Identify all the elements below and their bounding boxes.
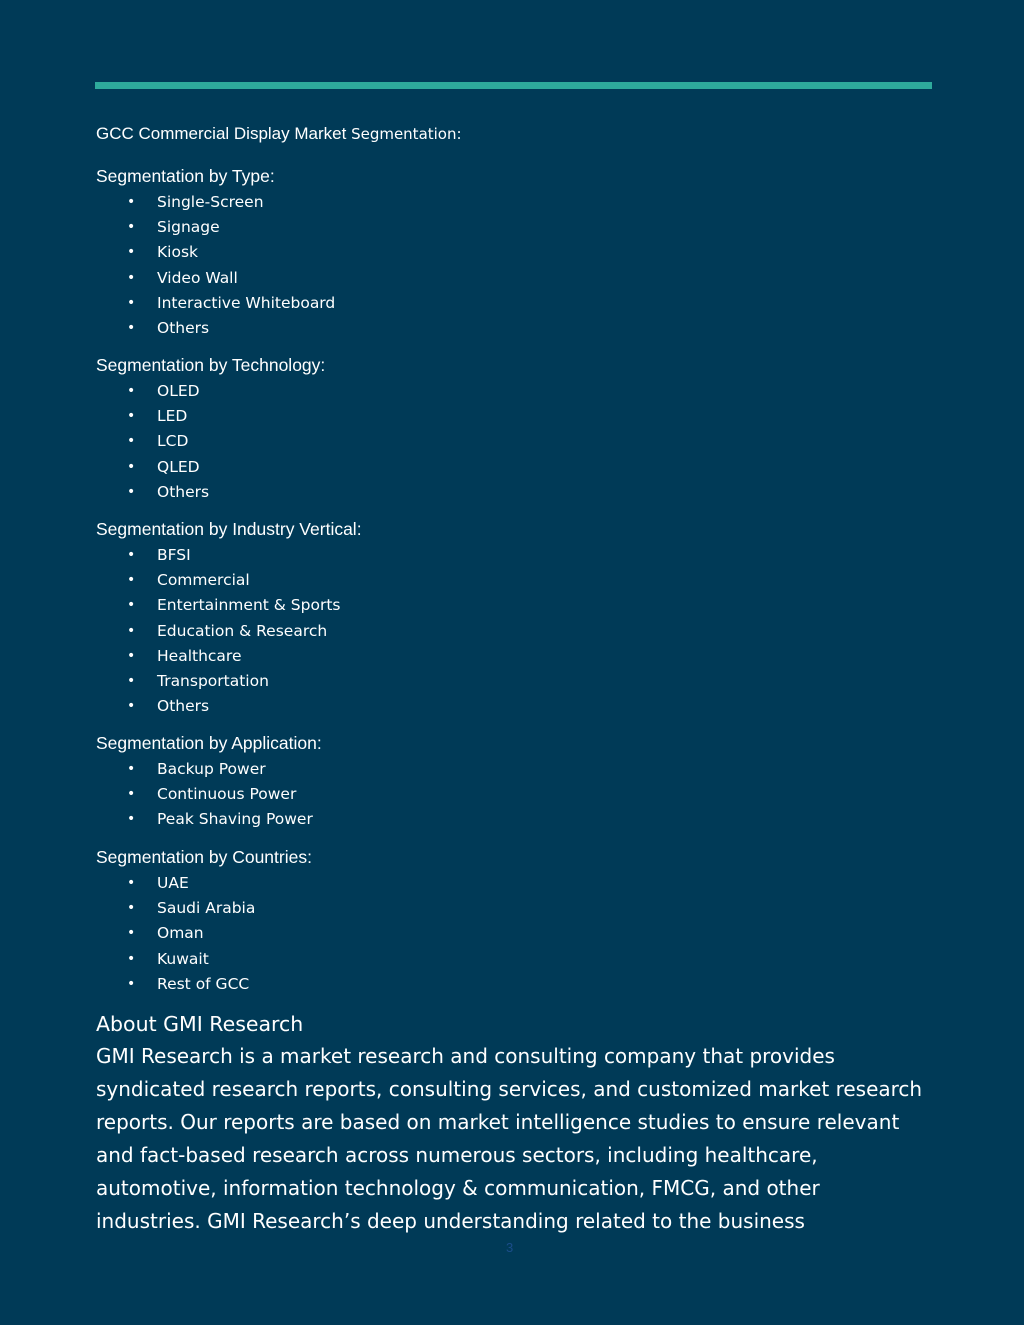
bullet-icon: • xyxy=(127,433,136,450)
list-item-label: LCD xyxy=(157,432,189,451)
list-item xyxy=(96,404,325,429)
list-item-label: Commercial xyxy=(157,571,250,590)
bullet-icon: • xyxy=(127,383,136,399)
list-item-label: Continuous Power xyxy=(157,785,297,804)
list-item xyxy=(96,644,362,669)
section-heading: Segmentation by Type: xyxy=(96,166,275,186)
about-heading: About GMI Research xyxy=(96,1012,304,1036)
section-technology xyxy=(96,354,325,505)
bullet-icon: • xyxy=(127,458,136,475)
list-item xyxy=(96,379,325,404)
list-item-label: UAE xyxy=(157,874,189,892)
list-item-label: Interactive Whiteboard xyxy=(157,293,336,312)
bullet-icon: • xyxy=(127,294,136,311)
section-heading: Segmentation by Countries: xyxy=(96,847,312,867)
list-item xyxy=(96,316,335,341)
section-industry-vertical xyxy=(96,518,362,719)
about-body: GMI Research is a market research and consulting company that provides syndicated research reports, consulting services, and customized market research reports. Our reports are based on market intelligence studies to ensure relevant and fact-based research across numerous sectors, including healthcare, automotive, information technology & communication, FMCG, and other industries. GMI Research’s deep understanding related to the business xyxy=(96,1044,923,1233)
list-item xyxy=(96,669,362,694)
bullet-icon: • xyxy=(127,811,136,828)
list-item-label: OLED xyxy=(157,382,200,400)
list-item xyxy=(96,896,312,921)
list-item xyxy=(96,190,335,215)
list-item-label: Backup Power xyxy=(157,760,266,778)
list-item xyxy=(96,972,312,997)
list-item-label: Healthcare xyxy=(157,646,242,665)
bullet-icon: • xyxy=(127,786,136,803)
bullet-icon: • xyxy=(127,572,136,589)
segment-list xyxy=(96,757,322,833)
list-item-label: Others xyxy=(157,318,210,337)
bullet-icon: • xyxy=(127,622,136,639)
list-item xyxy=(96,266,335,291)
segment-list xyxy=(96,543,362,719)
bullet-icon: • xyxy=(127,194,136,210)
list-item-label: Oman xyxy=(157,924,204,943)
section-heading: Segmentation by Technology: xyxy=(96,355,326,375)
section-heading: Segmentation by Application: xyxy=(96,733,322,753)
list-item-label: Others xyxy=(157,697,210,716)
bullet-icon: • xyxy=(127,698,136,715)
bullet-icon: • xyxy=(127,761,136,777)
list-item-label: Saudi Arabia xyxy=(157,899,256,918)
list-item xyxy=(96,694,362,719)
list-item-label: Video Wall xyxy=(157,268,238,287)
list-item xyxy=(96,215,335,240)
list-item-label: Signage xyxy=(157,218,220,237)
bullet-icon: • xyxy=(127,319,136,336)
list-item xyxy=(96,593,362,618)
bullet-icon: • xyxy=(127,975,136,992)
header-rule xyxy=(95,82,932,89)
list-item-label: Education & Research xyxy=(157,621,328,640)
bullet-icon: • xyxy=(127,597,136,614)
list-item xyxy=(96,455,325,480)
bullet-icon: • xyxy=(127,672,136,689)
bullet-icon: • xyxy=(127,269,136,286)
list-item xyxy=(96,429,325,454)
list-item-label: LED xyxy=(157,407,188,426)
list-item xyxy=(96,568,362,593)
list-item-label: Entertainment & Sports xyxy=(157,596,341,615)
list-item-label: Single-Screen xyxy=(157,193,264,211)
bullet-icon: • xyxy=(127,483,136,500)
page-title xyxy=(96,123,462,145)
bullet-icon: • xyxy=(127,647,136,664)
page-title-suffix: Segmentation: xyxy=(351,125,462,143)
segment-list xyxy=(96,871,312,997)
list-item xyxy=(96,480,325,505)
list-item xyxy=(96,543,362,568)
list-item-label: BFSI xyxy=(157,546,191,564)
section-type xyxy=(96,165,335,341)
bullet-icon: • xyxy=(127,408,136,425)
list-item-label: Kiosk xyxy=(157,243,199,262)
list-item-label: Kuwait xyxy=(157,949,209,968)
list-item-label: QLED xyxy=(157,457,200,476)
list-item xyxy=(96,921,312,946)
bullet-icon: • xyxy=(127,244,136,261)
segment-list xyxy=(96,190,335,341)
bullet-icon: • xyxy=(127,219,136,236)
section-countries xyxy=(96,846,312,997)
list-item xyxy=(96,807,322,832)
bullet-icon: • xyxy=(127,547,136,563)
list-item xyxy=(96,757,322,782)
about-section xyxy=(96,1008,926,1238)
list-item xyxy=(96,291,335,316)
page-title-main: GCC Commercial Display Market xyxy=(96,124,347,143)
list-item xyxy=(96,871,312,896)
list-item-label: Peak Shaving Power xyxy=(157,810,313,829)
list-item-label: Rest of GCC xyxy=(157,974,250,993)
bullet-icon: • xyxy=(127,950,136,967)
list-item-label: Others xyxy=(157,482,210,501)
list-item xyxy=(96,619,362,644)
bullet-icon: • xyxy=(127,875,136,891)
list-item xyxy=(96,782,322,807)
page-number: 3 xyxy=(506,1240,514,1255)
segment-list xyxy=(96,379,325,505)
bullet-icon: • xyxy=(127,925,136,942)
list-item-label: Transportation xyxy=(157,671,269,690)
list-item xyxy=(96,240,335,265)
section-application xyxy=(96,732,322,833)
bullet-icon: • xyxy=(127,900,136,917)
section-heading: Segmentation by Industry Vertical: xyxy=(96,519,362,539)
list-item xyxy=(96,947,312,972)
